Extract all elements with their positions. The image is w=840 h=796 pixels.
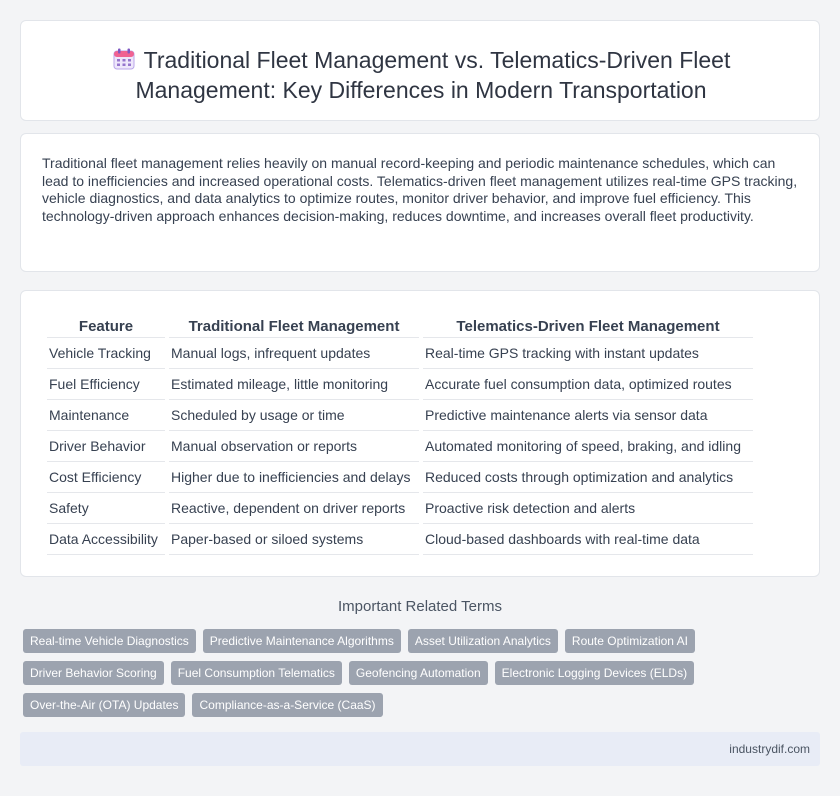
table-cell: Real-time GPS tracking with instant updates [423,338,753,369]
intro-paragraph: Traditional fleet management relies heavily on manual record-keeping and periodic maintenance schedules, which can lead to inefficiencies and increased operational costs. Telematics-driven fleet management utilizes real-time GPS tracking, vehicle diagnostics, and data analytics to optimize routes, monitor driver behavior, and improve fuel efficiency. This technology-driven approach enhances decision-making, reduces downtime, and increases overall fleet productivity. [42,155,798,224]
page-title-text: Traditional Fleet Management vs. Telematics-Driven Fleet Management: Key Differences in Modern Transportation [135,47,731,103]
table-cell: Higher due to inefficiencies and delays [169,462,419,493]
table-cell: Manual observation or reports [169,431,419,462]
footer-site: industrydif.com [729,742,810,756]
table-body [47,338,753,555]
related-term-tag[interactable]: Driver Behavior Scoring [23,661,164,685]
table-cell: Cloud-based dashboards with real-time data [423,524,753,555]
intro-card [20,133,820,272]
page-title [71,45,771,105]
table-row [47,369,753,400]
column-header: Telematics-Driven Fleet Management [423,316,753,338]
table-cell: Fuel Efficiency [47,369,165,400]
calendar-icon [112,47,136,71]
comparison-card [20,290,820,577]
footer [20,732,820,766]
table-cell: Driver Behavior [47,431,165,462]
table-cell: Maintenance [47,400,165,431]
related-term-tag[interactable]: Over-the-Air (OTA) Updates [23,693,185,717]
table-row [47,493,753,524]
related-term-tag[interactable]: Predictive Maintenance Algorithms [203,629,401,653]
related-terms-heading: Important Related Terms [338,598,502,615]
table-cell: Automated monitoring of speed, braking, and idling [423,431,753,462]
table-cell: Reduced costs through optimization and analytics [423,462,753,493]
column-header: Traditional Fleet Management [169,316,419,338]
column-header: Feature [47,316,165,338]
title-card [20,20,820,121]
table-cell: Accurate fuel consumption data, optimized routes [423,369,753,400]
table-cell: Data Accessibility [47,524,165,555]
related-term-tag[interactable]: Geofencing Automation [349,661,488,685]
table-cell: Cost Efficiency [47,462,165,493]
tag-row [23,661,813,693]
table-cell: Scheduled by usage or time [169,400,419,431]
related-term-tag[interactable]: Asset Utilization Analytics [408,629,558,653]
table-cell: Vehicle Tracking [47,338,165,369]
table-cell: Reactive, dependent on driver reports [169,493,419,524]
comparison-table [43,316,757,555]
table-row [47,338,753,369]
table-cell: Paper-based or siloed systems [169,524,419,555]
related-term-tag[interactable]: Fuel Consumption Telematics [171,661,342,685]
tag-row [23,693,813,725]
table-header-row [47,316,753,338]
table-row [47,462,753,493]
related-term-tag[interactable]: Compliance-as-a-Service (CaaS) [192,693,382,717]
tag-row [23,629,813,661]
related-term-tag[interactable]: Route Optimization AI [565,629,695,653]
table-row [47,524,753,555]
table-cell: Predictive maintenance alerts via sensor data [423,400,753,431]
table-cell: Proactive risk detection and alerts [423,493,753,524]
table-row [47,431,753,462]
related-term-tag[interactable]: Real-time Vehicle Diagnostics [23,629,196,653]
table-cell: Manual logs, infrequent updates [169,338,419,369]
table-row [47,400,753,431]
table-cell: Estimated mileage, little monitoring [169,369,419,400]
related-term-tag[interactable]: Electronic Logging Devices (ELDs) [495,661,694,685]
table-cell: Safety [47,493,165,524]
related-terms-tags [23,629,813,725]
